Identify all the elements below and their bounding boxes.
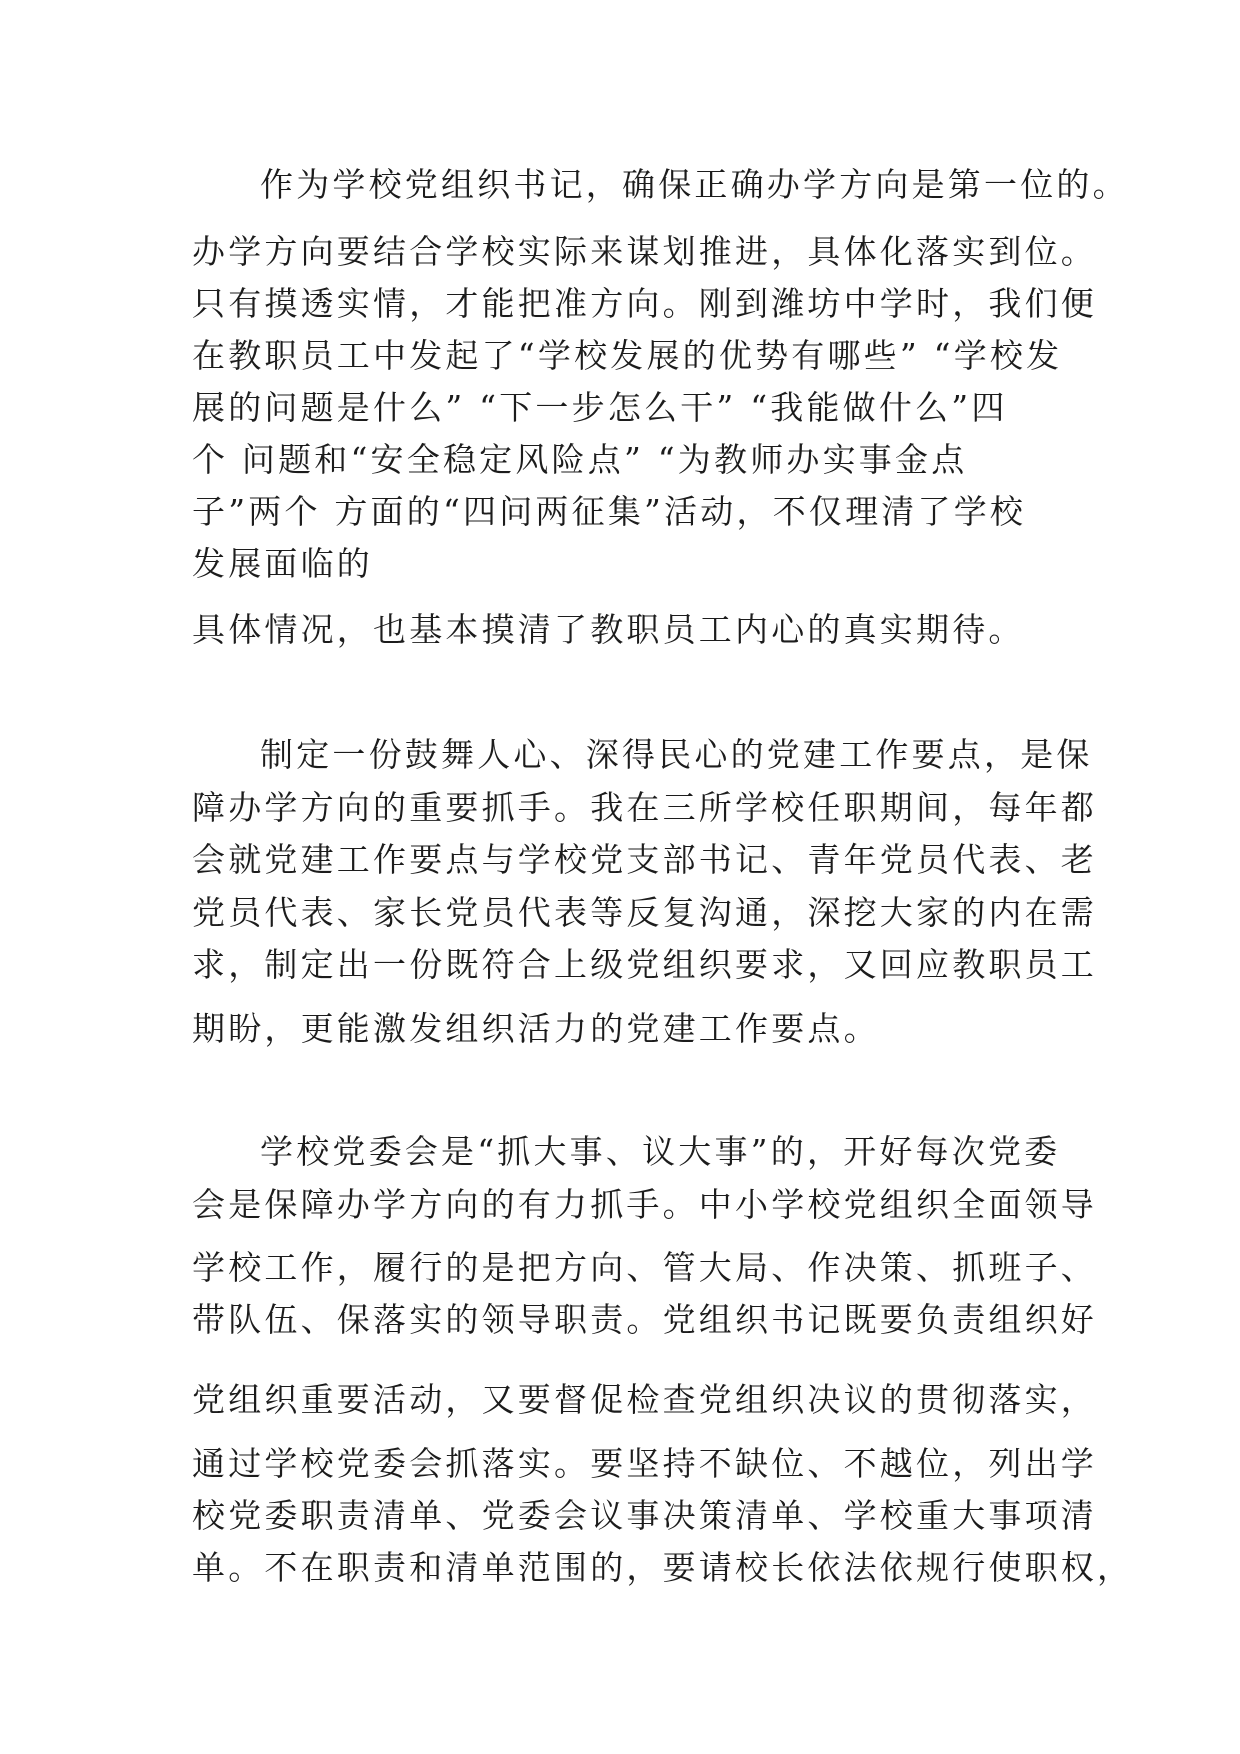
text-line: 校党委职责清单、党委会议事决策清单、学校重大事项清	[192, 1496, 1097, 1535]
text-line: 求，制定出一份既符合上级党组织要求，又回应教职员工	[192, 945, 1097, 984]
text-line: 单。不在职责和清单范围的，要请校长依法依规行使职权，	[192, 1548, 1134, 1587]
text-line: 展的问题是什么” “下一步怎么干” “我能做什么”四	[192, 388, 1008, 427]
text-line: 会是保障办学方向的有力抓手。中小学校党组织全面领导	[192, 1185, 1097, 1224]
text-line: 期盼，更能激发组织活力的党建工作要点。	[192, 1009, 880, 1048]
text-line: 党员代表、家长党员代表等反复沟通，深挖大家的内在需	[192, 893, 1097, 932]
text-line: 带队伍、保落实的领导职责。党组织书记既要负责组织好	[192, 1300, 1097, 1339]
text-line: 具体情况，也基本摸清了教职员工内心的真实期待。	[192, 610, 1025, 649]
text-line: 会就党建工作要点与学校党支部书记、青年党员代表、老	[192, 840, 1097, 879]
text-line: 障办学方向的重要抓手。我在三所学校任职期间，每年都	[192, 788, 1097, 827]
text-line: 只有摸透实情，才能把准方向。刚到潍坊中学时，我们便	[192, 284, 1097, 323]
text-line: 通过学校党委会抓落实。要坚持不缺位、不越位，列出学	[192, 1444, 1097, 1483]
text-line: 制定一份鼓舞人心、深得民心的党建工作要点，是保	[260, 735, 1093, 774]
text-line: 学校工作，履行的是把方向、管大局、作决策、抓班子、	[192, 1248, 1097, 1287]
text-line: 在教职员工中发起了“学校发展的优势有哪些” “学校发	[192, 336, 1063, 375]
text-line: 发展面临的	[192, 544, 373, 583]
text-line: 作为学校党组织书记，确保正确办学方向是第一位的。	[260, 165, 1129, 204]
text-line: 党组织重要活动，又要督促检查党组织决议的贯彻落实，	[192, 1380, 1097, 1419]
text-line: 个 问题和“安全稳定风险点” “为教师办实事金点	[192, 440, 968, 479]
text-line: 学校党委会是“抓大事、议大事”的，开好每次党委	[260, 1132, 1061, 1171]
text-line: 子”两个 方面的“四问两征集”活动，不仅理清了学校	[192, 492, 1027, 531]
text-line: 办学方向要结合学校实际来谋划推进，具体化落实到位。	[192, 232, 1097, 271]
